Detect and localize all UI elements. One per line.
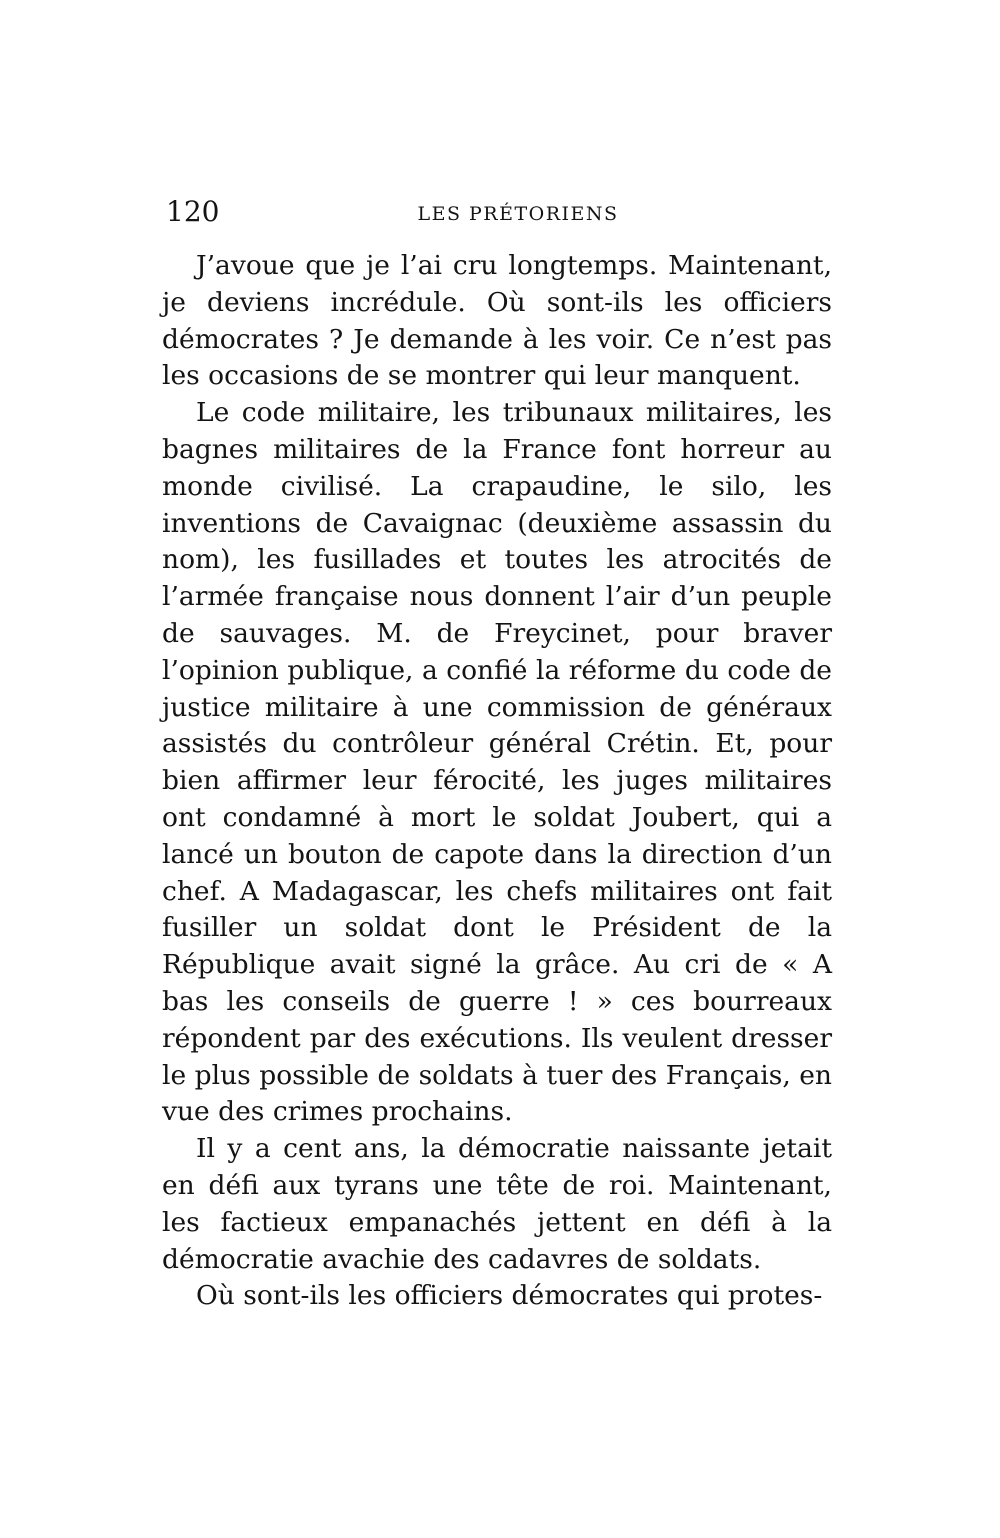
paragraph: Il y a cent ans, la démocratie naissante jetait en défi aux tyrans une tête de roi. Maintenant, les factieux empanachés jettent en défi à la démocratie avachie des cadavres de soldats. [162,1133,832,1275]
running-title: LES PRÉTORIENS [417,203,619,225]
body-text [162,248,832,1315]
page-number: 120 [166,195,220,228]
paragraph: Le code militaire, les tribunaux militaires, les bagnes militaires de la France font horreur au monde civilisé. La crapaudine, le silo, les inventions de Cavaignac (deuxième assassin du nom), les fusillades et toutes les atrocités de l’armée française nous donnent l’air d’un peuple de sauvages. M. de Freycinet, pour braver l’opinion publique, a confié la réforme du code de justice militaire à une commission de généraux assistés du contrôleur général Crétin. Et, pour bien affirmer leur férocité, les juges militaires ont condamné à mort le soldat Joubert, qui a lancé un bouton de capote dans la direction d’un chef. A Madagascar, les chefs militaires ont fait fusiller un soldat dont le Président de la République avait signé la grâce. Au cri de « A bas les conseils de guerre ! » ces bourreaux répondent par des exécutions. Ils veulent dresser le plus possible de soldats à tuer des Français, en vue des crimes prochains. [162,397,832,1128]
paragraph: Où sont-ils les officiers démocrates qui protes- [196,1280,823,1312]
paragraph: J’avoue que je l’ai cru longtemps. Maintenant, je deviens incrédule. Où sont-ils les officiers démocrates ? Je demande à les voir. Ce n’est pas les occasions de se montrer qui leur manquent. [162,250,832,392]
page-header [166,190,830,234]
